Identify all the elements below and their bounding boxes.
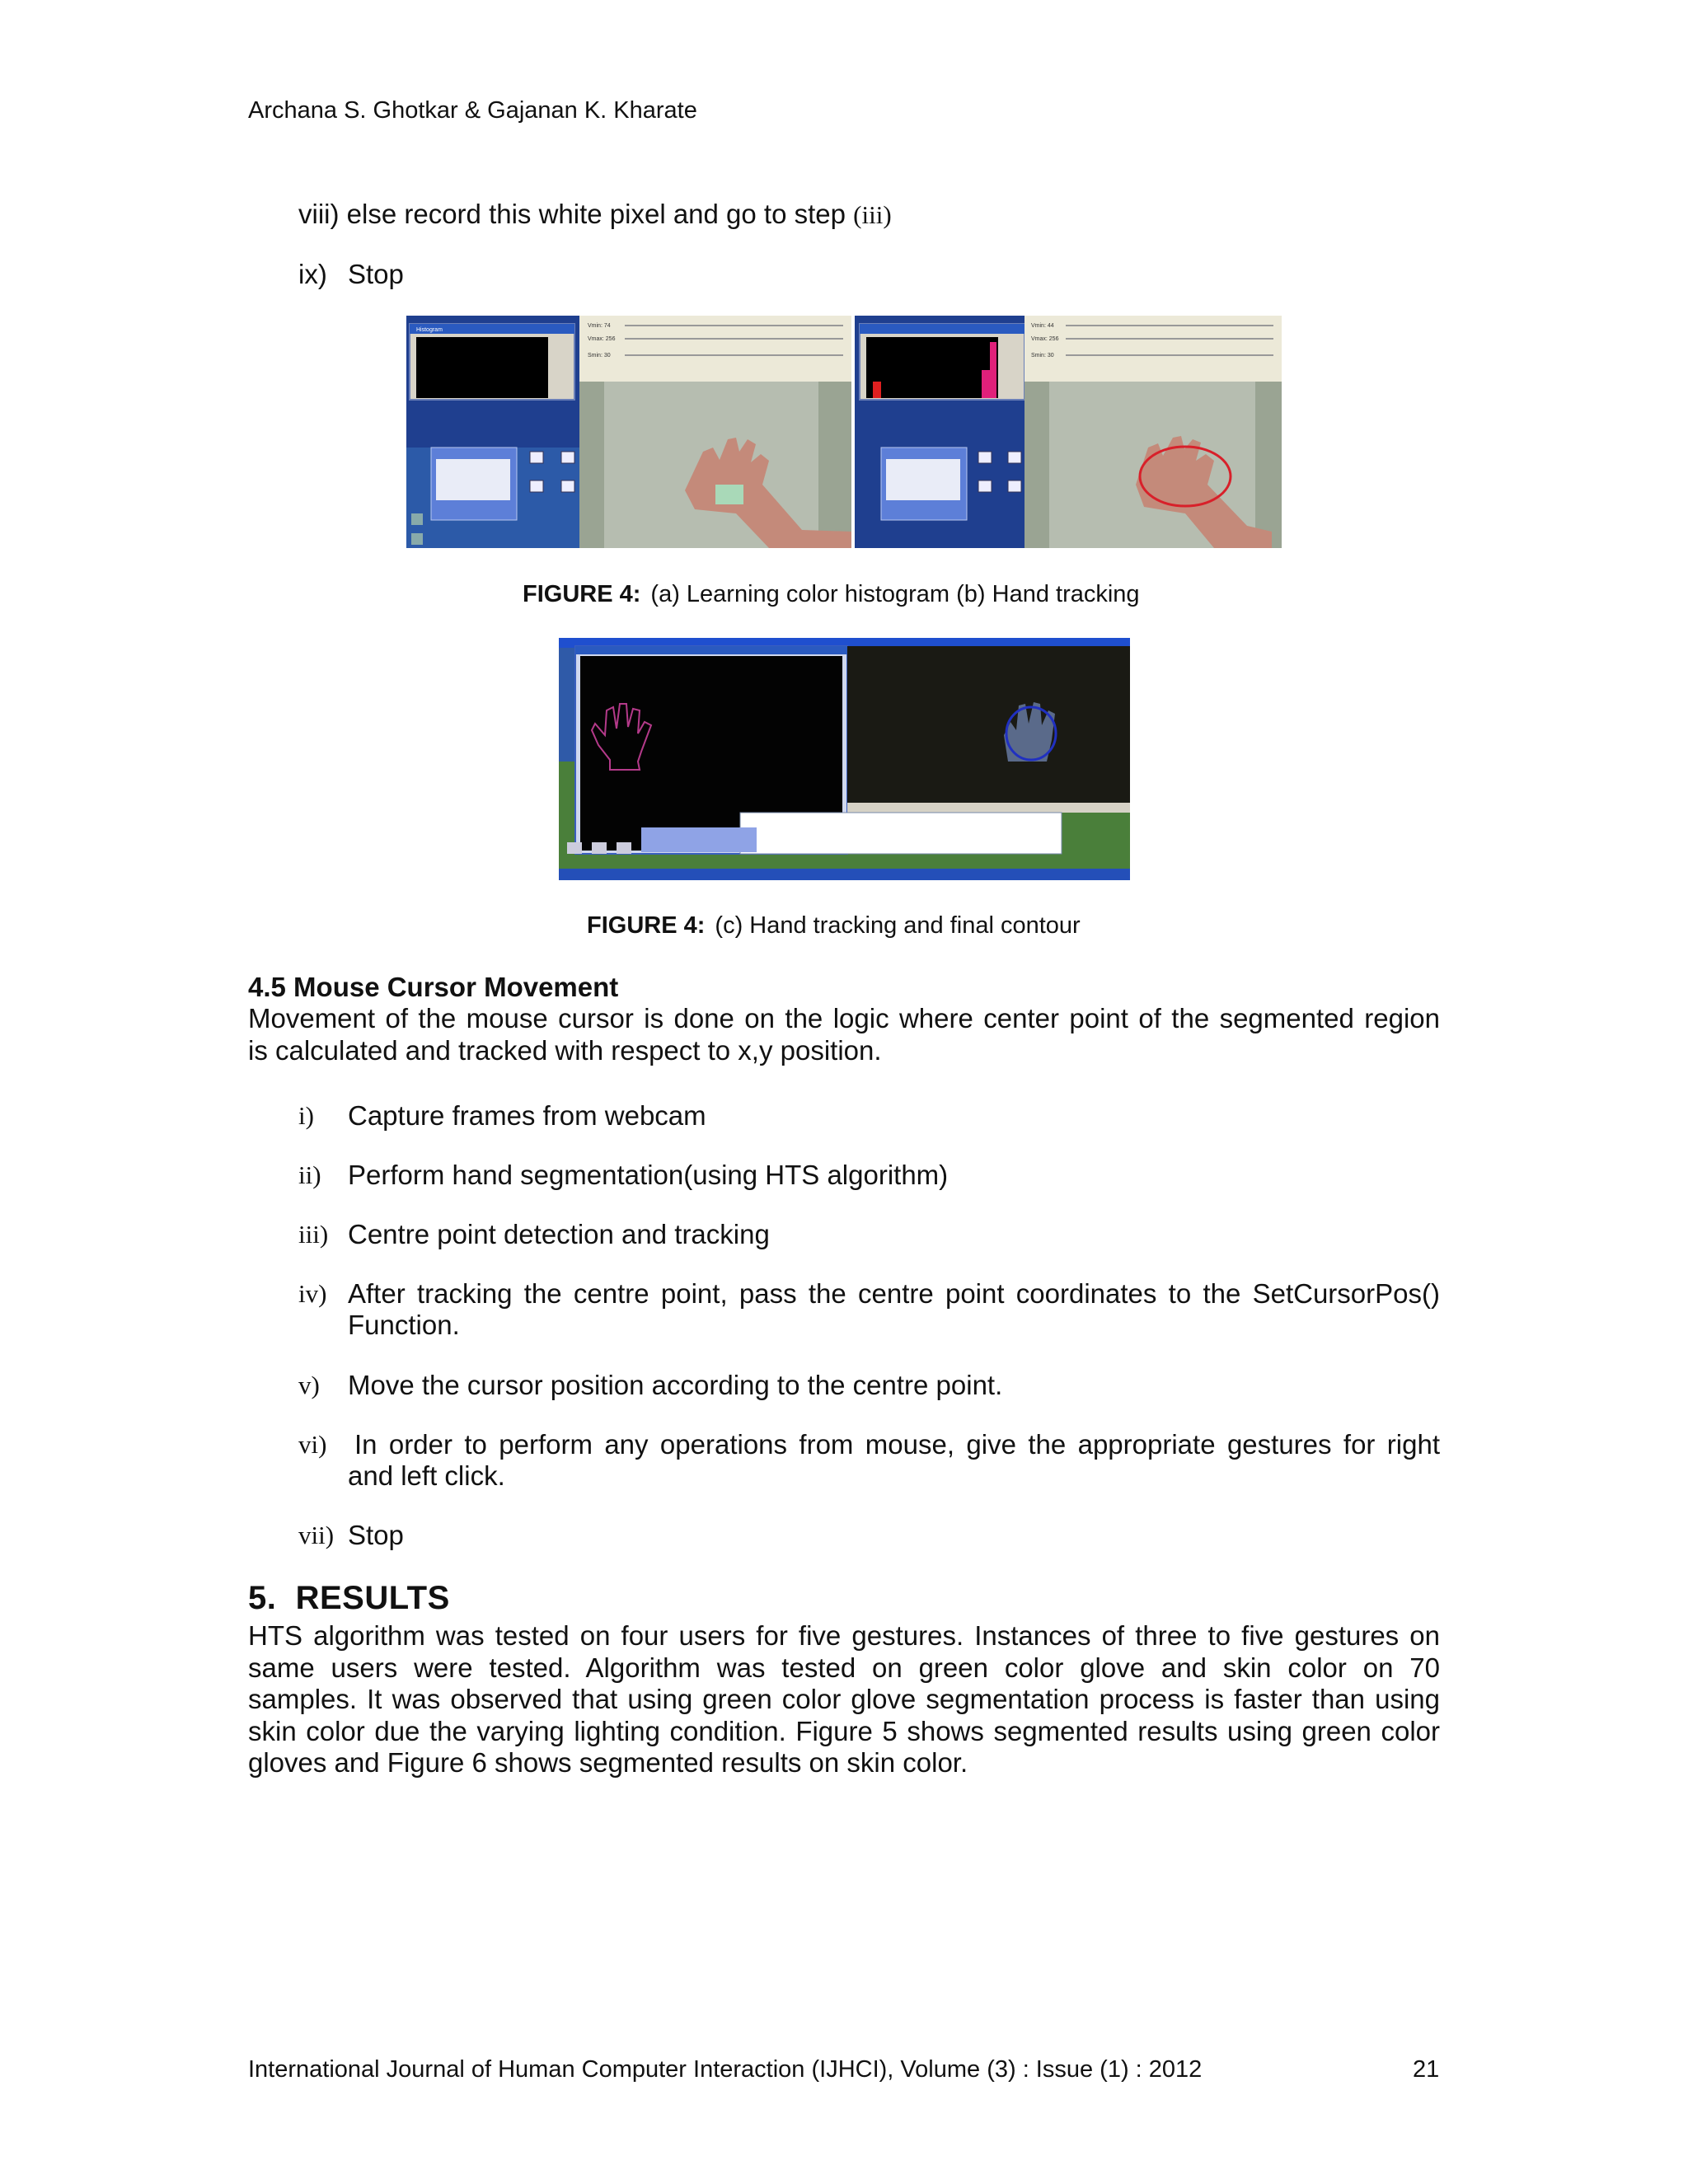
step-text: and left click.	[348, 1460, 505, 1491]
results-line: gloves and Figure 6 shows segmented results on skin color.	[248, 1747, 968, 1778]
step-ix	[298, 258, 404, 290]
section-heading-4-5: 4.5 Mouse Cursor Movement	[248, 972, 619, 1002]
results-paragraph	[248, 1620, 1440, 1779]
slider-label: Smin: 30	[588, 353, 611, 359]
panel-a-learning-histogram	[406, 316, 851, 548]
step-text: Function.	[348, 1310, 460, 1340]
step-number: viii)	[298, 199, 340, 229]
slider-label: Smin: 30	[1031, 353, 1054, 359]
caption-text: (a) Learning color histogram (b) Hand tracking	[650, 581, 1140, 607]
step-number: ix)	[298, 259, 327, 289]
step-text: Move the cursor position according to the centre point.	[348, 1370, 1003, 1400]
step-number: vi)	[298, 1430, 327, 1459]
figure-4c-caption	[587, 912, 1081, 940]
figure-4c-image	[559, 638, 1130, 880]
step-viii	[298, 198, 1452, 231]
step-text: Centre point detection and tracking	[348, 1219, 770, 1249]
slider-label: Vmin: 44	[1031, 323, 1054, 329]
step-number: iii)	[298, 1220, 329, 1249]
section-4-5-intro	[248, 1003, 1440, 1066]
results-line: samples. It was observed that using green color glove segmentation process is faster than using	[248, 1684, 1440, 1714]
step-number: ii)	[298, 1160, 321, 1189]
results-line: same users were tested. Algorithm was tested on green color glove and skin color on 70	[248, 1652, 1440, 1683]
step-text: After tracking the centre point, pass the centre point coordinates to the SetCursorPos()	[348, 1278, 1440, 1309]
caption-label: FIGURE 4:	[587, 912, 706, 939]
running-header: Archana S. Ghotkar & Gajanan K. Kharate	[248, 97, 697, 124]
step-text: In order to perform any operations from mouse, give the appropriate gestures for right	[354, 1429, 1440, 1460]
step-text: Stop	[348, 1520, 404, 1550]
step-reference: (iii)	[853, 200, 892, 229]
caption-label: FIGURE 4:	[523, 581, 641, 607]
slider-label: Vmin: 74	[588, 323, 611, 329]
figure-4ab-image	[406, 316, 1282, 548]
results-line: HTS algorithm was tested on four users for five gestures. Instances of three to five gestures on	[248, 1620, 1440, 1651]
slider-label: Vmax: 256	[588, 336, 616, 342]
step-text: Perform hand segmentation(using HTS algorithm)	[348, 1160, 949, 1190]
step-text: else record this white pixel and go to step	[346, 199, 846, 229]
window-title: Histogram	[416, 327, 443, 333]
figure-4ab-caption	[523, 581, 1140, 608]
section-heading-results: 5. RESULTS	[248, 1580, 450, 1616]
step-number: i)	[298, 1101, 314, 1130]
slider-label: Vmax: 256	[1031, 336, 1059, 342]
page-number: 21	[1413, 2056, 1440, 2083]
caption-text: (c) Hand tracking and final contour	[715, 912, 1081, 939]
step-number: iv)	[298, 1279, 327, 1308]
intro-line: is calculated and tracked with respect to x,y position.	[248, 1034, 882, 1066]
step-text: Capture frames from webcam	[348, 1100, 706, 1131]
results-line: skin color due the varying lighting condition. Figure 5 shows segmented results using green color	[248, 1715, 1440, 1746]
step-number: vii)	[298, 1521, 335, 1549]
panel-b-hand-tracking	[855, 316, 1282, 548]
step-number: v)	[298, 1371, 320, 1399]
intro-line: Movement of the mouse cursor is done on the logic where center point of the segmented region	[248, 1003, 1440, 1033]
journal-footer: International Journal of Human Computer Interaction (IJHCI), Volume (3) : Issue (1) : 2012	[248, 2056, 1203, 2083]
step-text: Stop	[348, 259, 404, 289]
